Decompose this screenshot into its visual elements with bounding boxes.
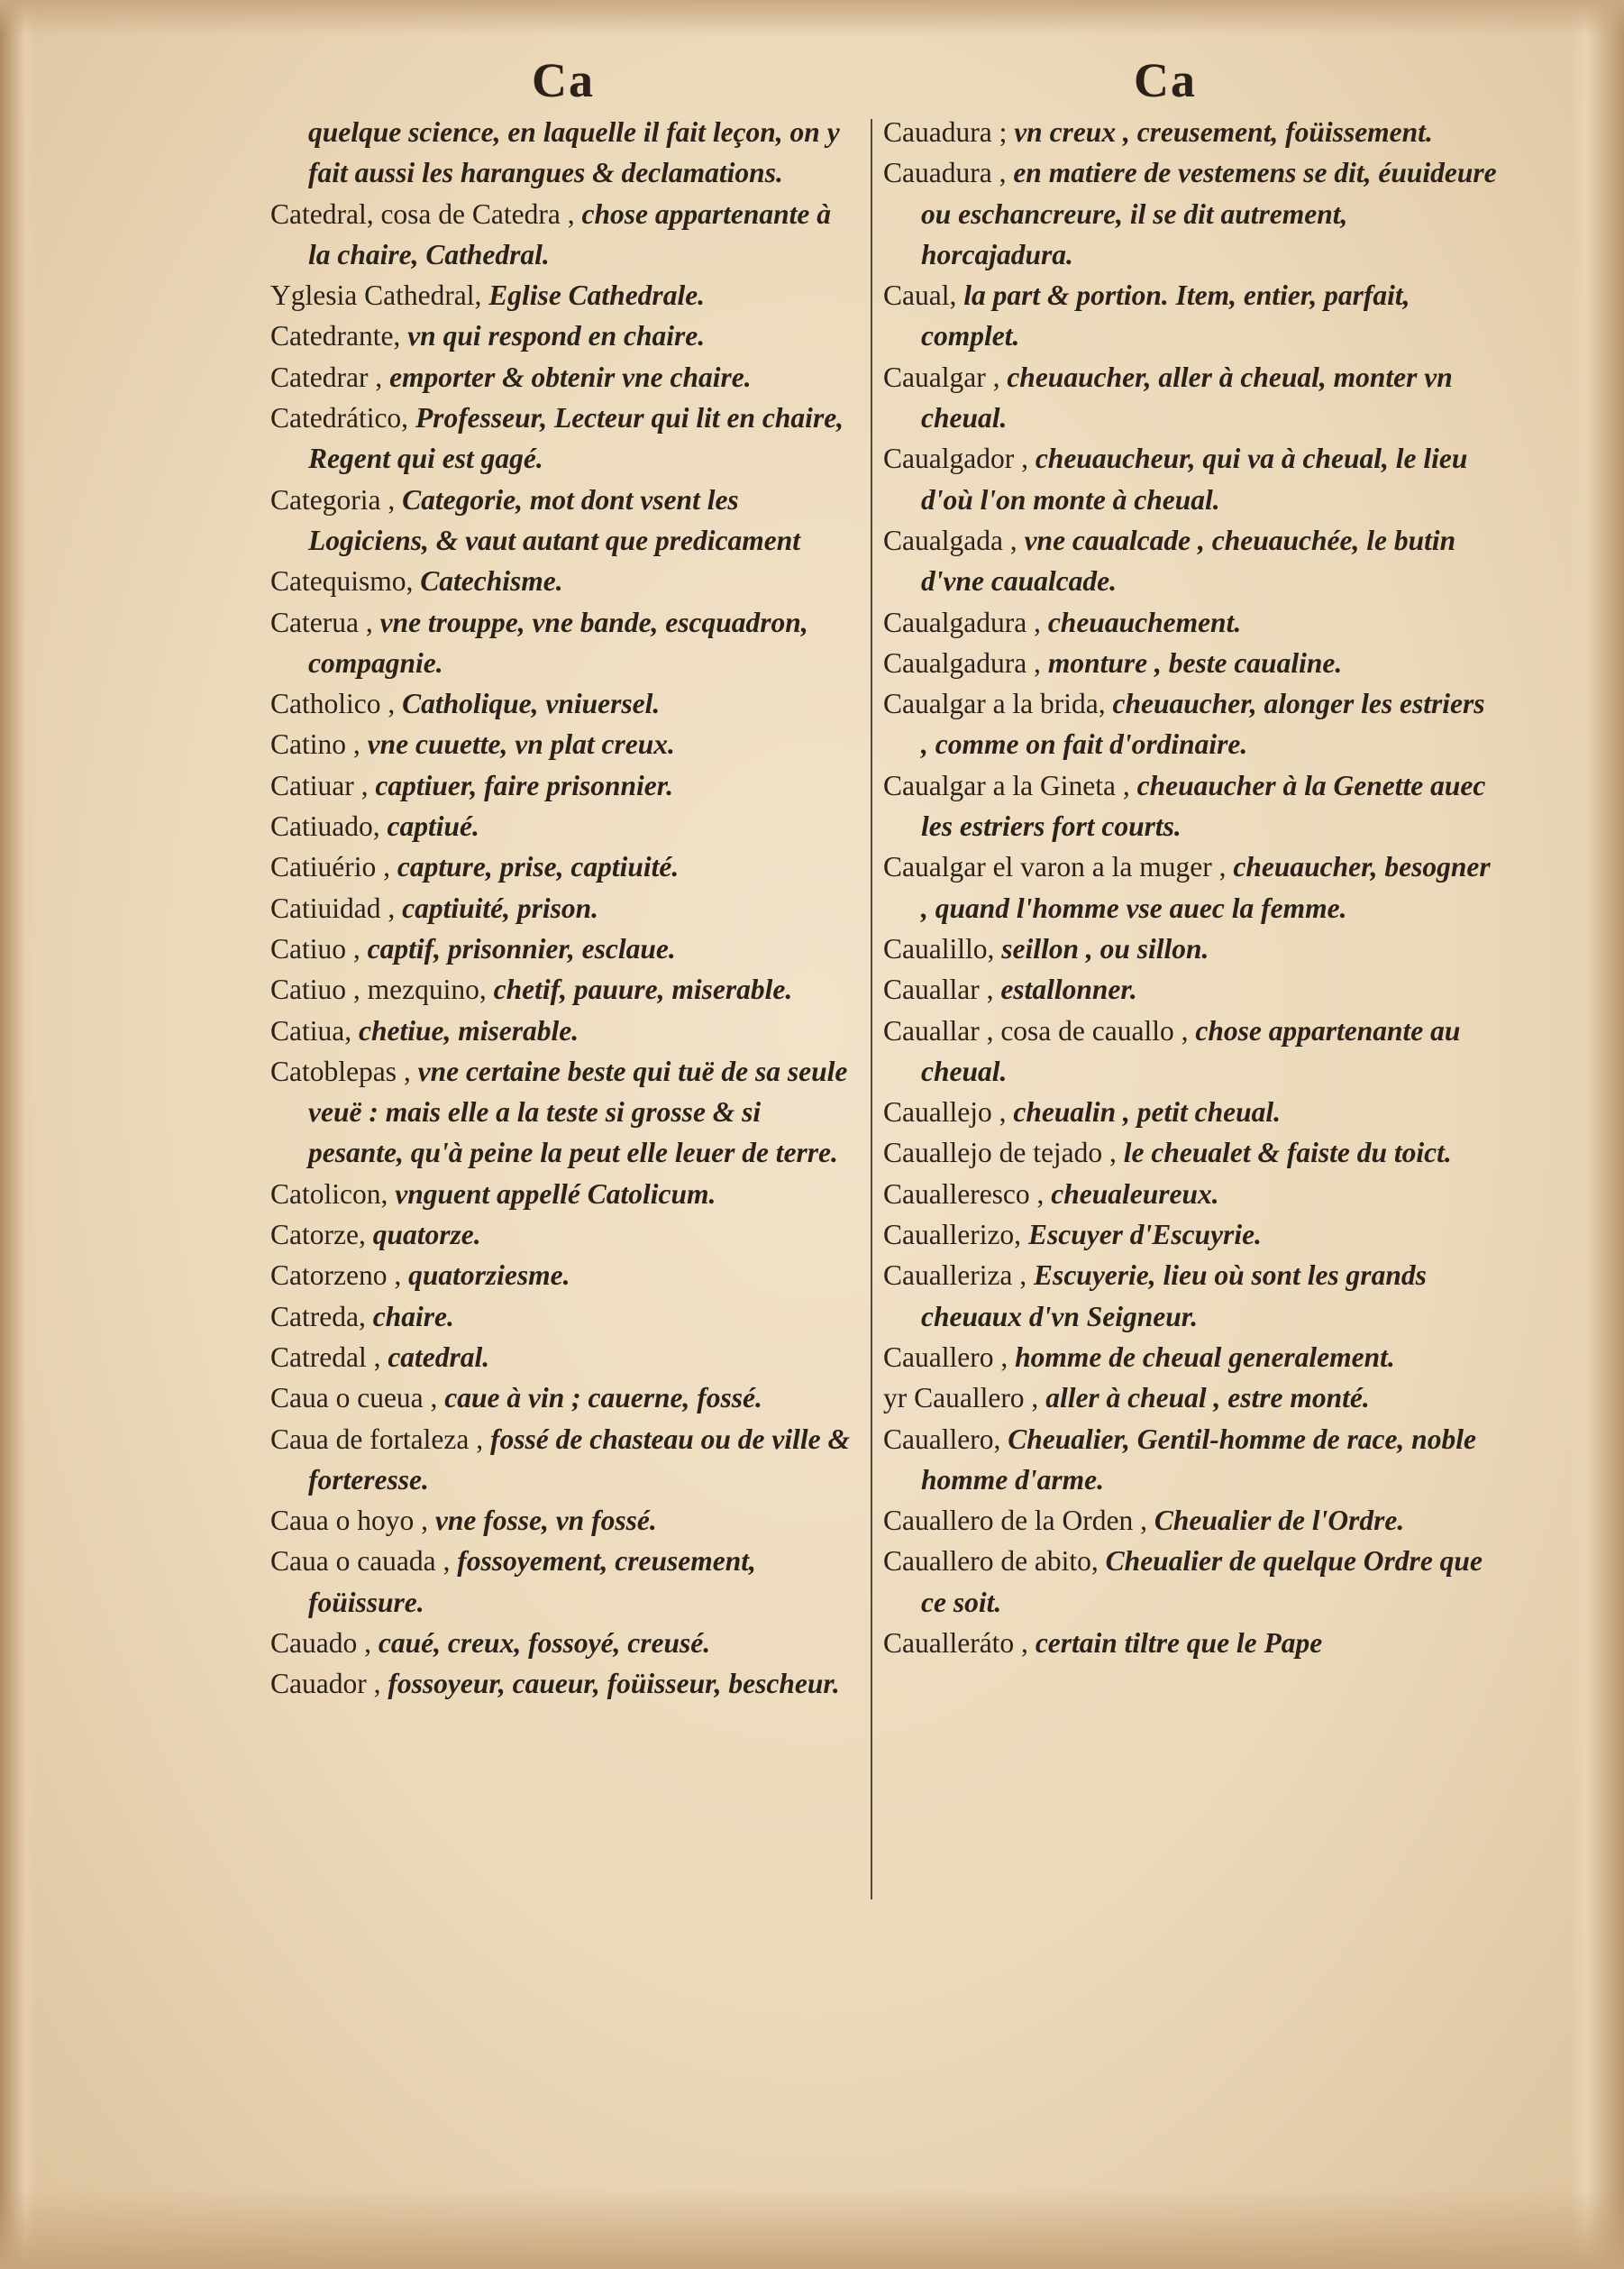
entry-headword: Cauallero de la Orden , [883, 1505, 1148, 1537]
entry-translation: capture, prise, captiuité. [397, 851, 680, 883]
entry-translation: captif, prisonnier, esclaue. [367, 932, 676, 965]
entry-headword: Caua o cauada , [270, 1545, 451, 1578]
dictionary-entry [270, 806, 856, 846]
entry-translation: estallonner. [1000, 974, 1137, 1006]
dictionary-entry [270, 561, 856, 601]
page-edge-shadow-left [0, 0, 36, 2269]
dictionary-entry [883, 1255, 1498, 1337]
dictionary-entry [270, 683, 856, 724]
entry-translation: quatorziesme. [408, 1259, 570, 1292]
entry-headword: Caualgador , [883, 443, 1028, 475]
entry-translation: vnguent appellé Catolicum. [395, 1177, 716, 1210]
entry-headword: Yglesia Cathedral, [270, 279, 482, 312]
dictionary-entry [270, 1255, 856, 1295]
dictionary-entry [270, 275, 856, 316]
entry-headword: Catreda, [270, 1300, 366, 1332]
entry-translation: cheuaucheur, qui va à cheual, le lieu d'où l'on monte à cheual. [921, 443, 1468, 516]
dictionary-entry [883, 1174, 1498, 1214]
entry-headword: Caualgadura , [883, 606, 1041, 638]
dictionary-entry [270, 602, 856, 684]
column-divider [871, 119, 872, 1899]
dictionary-entry [270, 316, 856, 356]
entry-translation: quelque science, en laquelle il fait leçon, on y fait aussi les harangues & declamations. [308, 116, 840, 189]
entry-translation: fossoyeur, caueur, foüisseur, bescheur. [388, 1668, 840, 1700]
entry-translation: homme de cheual generalement. [1015, 1340, 1395, 1373]
dictionary-entry [270, 194, 856, 276]
entry-headword: Caua de fortaleza , [270, 1423, 484, 1455]
entry-headword: Caua o cueua , [270, 1382, 438, 1414]
entry-headword: Caualleriza , [883, 1259, 1027, 1292]
entry-translation: certain tiltre que le Pape [1035, 1626, 1323, 1659]
entry-headword: Caualleráto , [883, 1626, 1028, 1659]
entry-headword: Catiuidad , [270, 892, 396, 924]
dictionary-entry [270, 1377, 856, 1418]
entry-translation: captiué. [387, 810, 479, 843]
entry-headword: Caualgar a la brida, [883, 688, 1106, 720]
entry-headword: Caualgar el varon a la muger , [883, 851, 1227, 883]
entry-headword: Catiuo , [270, 932, 360, 965]
entry-headword: Catorzeno , [270, 1259, 402, 1292]
page-edge-shadow-bottom [0, 2188, 1624, 2269]
dictionary-entry [883, 1541, 1498, 1623]
entry-headword: Cauallar , [883, 974, 994, 1006]
entry-headword: Cauado , [270, 1626, 371, 1659]
dictionary-entry [270, 1663, 856, 1704]
entry-headword: Caua o hoyo , [270, 1505, 428, 1537]
entry-translation: chetif, pauure, miserable. [493, 974, 793, 1006]
entry-headword: Catedrante, [270, 320, 401, 352]
dictionary-entry [883, 1092, 1498, 1132]
entry-headword: Catiuado, [270, 810, 380, 843]
entry-translation: vn creux , creusement, foüissement. [1014, 116, 1433, 148]
dictionary-entry [883, 1377, 1498, 1418]
entry-headword: yr Cauallero , [883, 1382, 1039, 1414]
dictionary-entry [270, 929, 856, 969]
entry-headword: Catiuério , [270, 851, 390, 883]
dictionary-entry [883, 929, 1498, 969]
entry-headword: Catiuo , mezquino, [270, 974, 487, 1006]
dictionary-entry [270, 1051, 856, 1174]
entry-translation: Cheualier, Gentil-homme de race, noble homme d'arme. [921, 1423, 1476, 1496]
dictionary-entry [883, 438, 1498, 520]
entry-headword: Caualgar a la Gineta , [883, 769, 1130, 801]
entry-headword: Cauallero , [883, 1340, 1008, 1373]
entry-headword: Catholico , [270, 688, 396, 720]
entry-translation: chetiue, miserable. [358, 1014, 579, 1047]
running-header-right: Ca [1134, 53, 1197, 107]
entry-headword: Caualleresco , [883, 1177, 1045, 1210]
entry-translation: Catholique, vniuersel. [402, 688, 661, 720]
entry-translation: seillon , ou sillon. [1001, 932, 1209, 965]
dictionary-entry [270, 888, 856, 929]
entry-translation: cheuaucher à la Genette auec les estriers fort courts. [921, 769, 1486, 843]
entry-headword: Catiuar , [270, 769, 369, 801]
entry-headword: Catredal , [270, 1340, 381, 1373]
dictionary-entry [883, 1623, 1498, 1663]
entry-translation: cheuaucher, alonger les estriers , comme on fait d'ordinaire. [921, 688, 1485, 761]
dictionary-entry [883, 1011, 1498, 1093]
entry-headword: Cauallar , cosa de cauallo , [883, 1014, 1189, 1047]
dictionary-entry [883, 1337, 1498, 1377]
entry-translation: cheualeureux. [1051, 1177, 1219, 1210]
entry-translation: vne cuuette, vn plat creux. [367, 728, 675, 761]
dictionary-entry [883, 643, 1498, 683]
entry-translation: cheuaucher, besogner , quand l'homme vse auec la femme. [921, 851, 1491, 924]
dictionary-entry [270, 724, 856, 764]
dictionary-entry [270, 1011, 856, 1051]
dictionary-entry [270, 1541, 856, 1623]
entry-translation: captiuité, prison. [402, 892, 599, 924]
dictionary-entry [270, 1214, 856, 1255]
entry-headword: Catino , [270, 728, 360, 761]
entry-translation: fossé de chasteau ou de ville & forteresse. [308, 1423, 850, 1496]
entry-translation: caue à vin ; cauerne, fossé. [444, 1382, 762, 1414]
page-edge-shadow-right [1570, 0, 1624, 2269]
entry-translation: chose appartenante au cheual. [921, 1014, 1461, 1087]
entry-headword: Cauallerizo, [883, 1219, 1022, 1251]
entry-translation: vne fosse, vn fossé. [434, 1505, 657, 1537]
dictionary-entry [883, 1214, 1498, 1255]
entry-translation: Escuyer d'Escuyrie. [1027, 1219, 1262, 1251]
entry-translation: Cheualier de l'Ordre. [1154, 1505, 1405, 1537]
dictionary-entry [270, 112, 856, 194]
entry-headword: Cauallero de abito, [883, 1545, 1099, 1578]
dictionary-entry [883, 765, 1498, 847]
right-column [883, 112, 1498, 1663]
entry-headword: Catequismo, [270, 565, 414, 598]
entry-translation: Professeur, Lecteur qui lit en chaire, Regent qui est gagé. [308, 402, 844, 475]
entry-translation: Eglise Cathedrale. [488, 279, 706, 312]
entry-headword: Cauallejo de tejado , [883, 1137, 1117, 1169]
dictionary-entry [270, 357, 856, 398]
dictionary-entry [270, 1623, 856, 1663]
dictionary-entry [883, 846, 1498, 929]
running-header-left: Ca [532, 53, 595, 107]
dictionary-entry [270, 765, 856, 806]
entry-headword: Catedrático, [270, 402, 409, 435]
entry-headword: Caualgada , [883, 524, 1017, 556]
entry-translation: monture , beste caualine. [1047, 646, 1343, 679]
dictionary-entry [270, 1419, 856, 1501]
entry-headword: Caual, [883, 279, 957, 312]
dictionary-entry [883, 1419, 1498, 1501]
entry-headword: Catiua, [270, 1014, 352, 1047]
entry-translation: quatorze. [372, 1219, 481, 1251]
entry-headword: Catoblepas , [270, 1055, 411, 1087]
entry-translation: cheualin , petit cheual. [1013, 1096, 1281, 1129]
entry-headword: Cauadura , [883, 157, 1007, 189]
entry-headword: Catolicon, [270, 1177, 388, 1210]
entry-headword: Catedral, cosa de Catedra , [270, 197, 575, 230]
dictionary-entry [883, 602, 1498, 643]
entry-headword: Cauador , [270, 1668, 381, 1700]
entry-translation: chose appartenante à la chaire, Cathedral. [308, 197, 831, 270]
entry-translation: Cheualier de quelque Ordre que ce soit. [921, 1545, 1483, 1618]
entry-translation: Catechisme. [420, 565, 563, 598]
entry-headword: Categoria , [270, 483, 396, 516]
entry-headword: Cauadura ; [883, 116, 1008, 148]
dictionary-entry [883, 1132, 1498, 1173]
dictionary-entry [883, 357, 1498, 439]
dictionary-entry [883, 683, 1498, 765]
dictionary-entry [883, 520, 1498, 602]
entry-translation: vn qui respond en chaire. [407, 320, 706, 352]
entry-translation: captiuer, faire prisonnier. [375, 769, 674, 801]
entry-translation: fossoyement, creusement, foüissure. [308, 1545, 756, 1618]
dictionary-entry [883, 969, 1498, 1010]
entry-translation: cheuaucher, aller à cheual, monter vn cheual. [921, 361, 1453, 435]
dictionary-entry [270, 846, 856, 887]
dictionary-entry [270, 398, 856, 480]
entry-translation: emporter & obtenir vne chaire. [389, 361, 752, 393]
entry-headword: Catedrar , [270, 361, 383, 393]
entry-translation: la part & portion. Item, entier, parfait, complet. [921, 279, 1410, 352]
entry-translation: vne trouppe, vne bande, escquadron, compagnie. [308, 606, 808, 679]
dictionary-entry [270, 1174, 856, 1214]
entry-translation: Categorie, mot dont vsent les Logiciens, & vaut autant que predicament [308, 483, 801, 556]
entry-headword: Cauallero, [883, 1423, 1001, 1455]
dictionary-entry [270, 969, 856, 1010]
entry-translation: caué, creux, fossoyé, creusé. [378, 1626, 711, 1659]
dictionary-entry [270, 480, 856, 562]
dictionary-entry [883, 1500, 1498, 1541]
entry-translation: cheuauchement. [1047, 606, 1242, 638]
entry-headword: Catorze, [270, 1219, 366, 1251]
entry-headword: Caualgar , [883, 361, 1000, 393]
entry-headword: Caualgadura , [883, 646, 1041, 679]
dictionary-entry [270, 1500, 856, 1541]
page-edge-shadow-top [0, 0, 1624, 36]
entry-translation: vne caualcade , cheuauchée, le butin d'vne caualcade. [921, 524, 1456, 598]
entry-translation: chaire. [372, 1300, 454, 1332]
dictionary-entry [883, 152, 1498, 275]
entry-translation: vne certaine beste qui tuë de sa seule veuë : mais elle a la teste si grosse & si pesante, qu'à peine la peut elle leuer de terre. [308, 1055, 848, 1169]
entry-translation: en matiere de vestemens se dit, éuuideure ou eschancreure, il se dit autrement, horcajadura. [921, 157, 1497, 270]
entry-translation: le cheualet & faiste du toict. [1123, 1137, 1452, 1169]
entry-headword: Caterua , [270, 606, 373, 638]
entry-headword: Cauallejo , [883, 1096, 1007, 1129]
entry-translation: aller à cheual , estre monté. [1045, 1382, 1370, 1414]
entry-translation: Escuyerie, lieu où sont les grands cheuaux d'vn Seigneur. [921, 1259, 1427, 1332]
dictionary-entry [883, 112, 1498, 152]
left-column [270, 112, 856, 1705]
entry-translation: catedral. [388, 1340, 490, 1373]
entry-headword: Caualillo, [883, 932, 995, 965]
dictionary-entry [270, 1296, 856, 1337]
dictionary-entry [270, 1337, 856, 1377]
dictionary-entry [883, 275, 1498, 357]
